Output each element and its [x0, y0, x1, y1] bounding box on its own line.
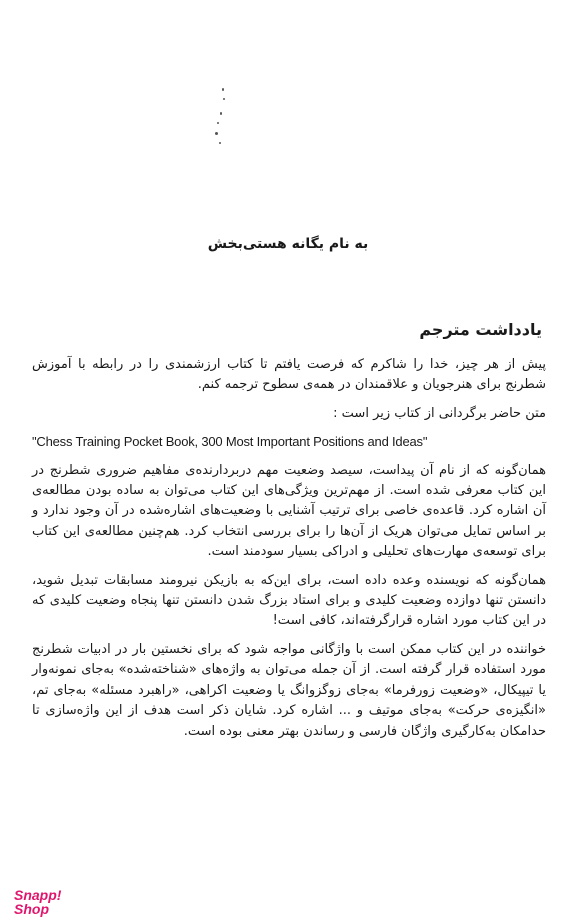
section-heading: یادداشت مترجم — [419, 320, 542, 339]
paragraph-terminology: خواننده در این کتاب ممکن است با واژگانی مواجه شود که برای نخستین بار در ادبیات شطرنج مورد استفاده قرار گرفته است. از آن جمله می‌توان به واژه‌های «شناخته‌شده» به‌جای نمونه‌وار یا تیپیکال، «وضعیت زورفرما» به‌جای زوگزوانگ یا وضعیت اکراهی، «راهبرد مسئله» به‌جای تم، «انگیزه‌ی حرکت» به‌جای موتیف و ... اشاره کرد. شایان ذکر است هدف از این واژه‌سازی تا حدامکان به‌کارگیری واژگان فارسی و رساندن بهتر معنی بوده است. — [32, 641, 546, 739]
dedication-line: به نام یگانه هستی‌بخش — [207, 236, 369, 252]
paragraph-description: همان‌گونه که از نام آن پیداست، سیصد وضعیت مهم دربردارنده‌ی مفاهیم ضروری شطرنج در این کتاب معرفی شده است. از مهم‌ترین ویژگی‌های این کتاب می‌توان به ساده بودن مطالعه‌ی آن اشاره کرد. قاعده‌ی خاصی برای ترتیب آشنایی با وضعیت‌های اشاره‌شده در آن وجود ندارد و بر اساس تمایل می‌توان هریک از آن‌ها را برای بررسی انتخاب کرد. هم‌چنین مطالعه‌ی این کتاب برای توسعه‌ی مهارت‌های تحلیلی و ادراکی بسیار سودمند است. — [32, 462, 546, 560]
book-title: "Chess Training Pocket Book, 300 Most Important Positions and Ideas" — [32, 434, 428, 450]
paragraph-promise: همان‌گونه که نویسنده وعده داده است، برای این‌که به بازیکن نیرومند مسابقات تبدیل شوید، دانستن تنها دوازده وضعیت کلیدی و برای استاد بزرگ شدن دانستن تنها پنجاه وضعیت کلیدی که در این کتاب مورد اشاره قرارگرفته‌اند، کافی است! — [32, 572, 546, 629]
paragraph-intro: پیش از هر چیز، خدا را شاکرم که فرصت یافتم تا کتاب ارزشمندی را در رابطه با آموزش شطرنج برای هنرجویان و علاقمندان در همه‌ی سطوح ترجمه کنم. — [32, 357, 546, 393]
paragraph-source-intro: متن حاضر برگردانی از کتاب زیر است : — [333, 405, 546, 421]
logo-line-2: Shop — [14, 901, 49, 917]
logo-line-1: Snapp! — [14, 887, 62, 903]
body-text — [32, 355, 546, 750]
scan-specks — [214, 88, 228, 148]
snappshop-logo — [14, 888, 61, 916]
